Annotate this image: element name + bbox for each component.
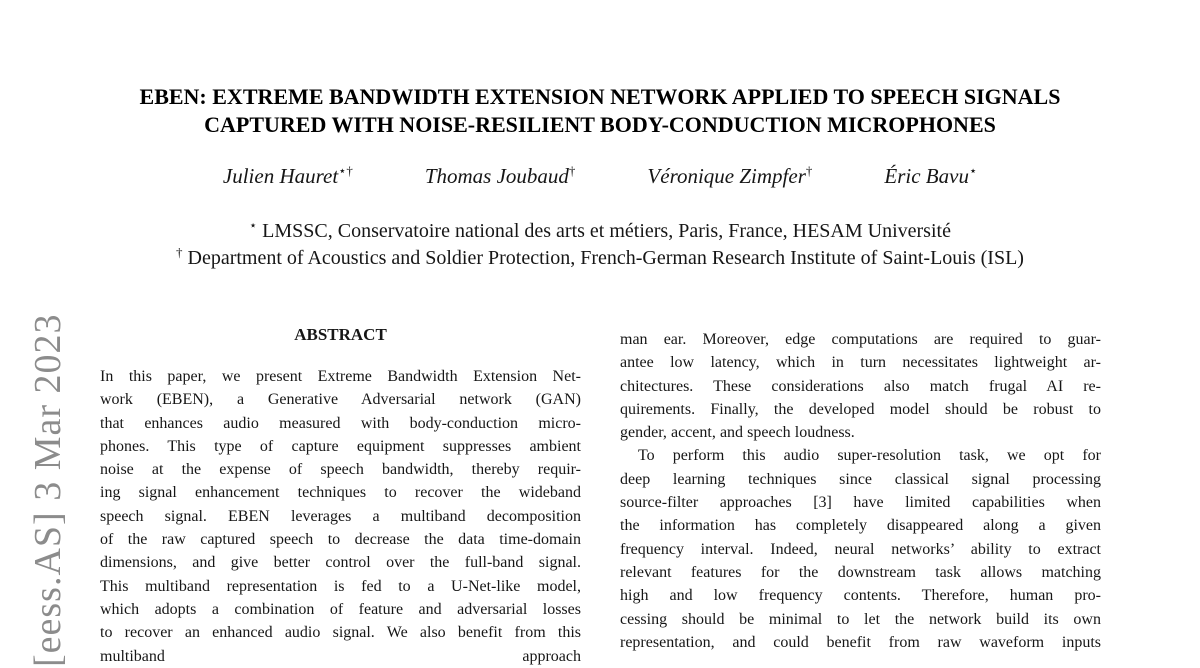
body-line: deep learning techniques since classical signal processing xyxy=(620,470,1101,488)
abstract-line: which adopts a combination of feature and adversarial losses xyxy=(100,600,581,618)
body-line: cessing should be minimal to let the network build its own xyxy=(620,610,1101,628)
body-line: high and low frequency contents. Therefore, human pro- xyxy=(620,587,1101,605)
affiliation-mark: ⋆ xyxy=(249,217,258,233)
author-marks: ⋆ xyxy=(968,163,978,178)
body-line: source-filter approaches [3] have limited capabilities when xyxy=(620,494,1101,512)
body-line: chitectures. These considerations also match frugal AI re- xyxy=(620,377,1101,395)
paper-title xyxy=(0,83,1200,138)
abstract-line: speech signal. EBEN leverages a multiband decomposition xyxy=(100,507,581,525)
author xyxy=(425,163,576,189)
body-line: antee low latency, which in turn necessitates lightweight ar- xyxy=(620,354,1101,372)
abstract-line: multiband approach xyxy=(100,647,581,665)
abstract-line: phones. This type of capture equipment suppresses ambient xyxy=(100,437,581,455)
body-line: man ear. Moreover, edge computations are required to guar- xyxy=(620,331,1101,348)
author-marks: † xyxy=(805,163,813,178)
body-line: frequency interval. Indeed, neural networks’ ability to extract xyxy=(620,540,1101,558)
abstract-line: work (EBEN), a Generative Adversarial network (GAN) xyxy=(100,391,581,409)
abstract-line: of the raw captured speech to decrease the data time-domain xyxy=(100,531,581,549)
affiliation-line: ⋆ LMSSC, Conservatoire national des arts et métiers, Paris, France, HESAM Université xyxy=(249,217,951,242)
right-column-body xyxy=(620,328,1101,654)
author xyxy=(884,163,977,189)
body-line: representation, and could benefit from raw waveform inputs xyxy=(620,633,1101,651)
abstract-line: dimensions, and give better control over the full-band signal. xyxy=(100,554,581,572)
abstract-body xyxy=(100,365,581,668)
author xyxy=(223,163,353,189)
author-name: Thomas Joubaud xyxy=(424,164,569,188)
affiliation-line: † Department of Acoustics and Soldier Protection, French-German Research Institute of Saint-Louis (ISL) xyxy=(176,243,1024,269)
body-line: To perform this audio super-resolution task, we opt for xyxy=(638,447,1101,465)
affiliation-list xyxy=(0,218,1200,271)
body-line: the information has completely disappeared along a given xyxy=(620,517,1101,535)
body-line: gender, accent, and speech loudness. xyxy=(620,424,855,442)
paper-title-line2: CAPTURED WITH NOISE-RESILIENT BODY-CONDUCTION MICROPHONES xyxy=(204,111,996,137)
abstract-line: that enhances audio measured with body-conduction micro- xyxy=(100,414,581,432)
abstract-line: In this paper, we present Extreme Bandwidth Extension Net- xyxy=(100,368,581,385)
author-name: Julien Hauret xyxy=(222,164,339,188)
abstract-line: to recover an enhanced audio signal. We also benefit from this xyxy=(100,624,581,642)
body-line: quirements. Finally, the developed model should be robust to xyxy=(620,400,1101,418)
paper-title-line1: EBEN: EXTREME BANDWIDTH EXTENSION NETWORK APPLIED TO SPEECH SIGNALS xyxy=(139,84,1061,109)
author-marks: † xyxy=(568,163,576,178)
affiliation-mark: † xyxy=(176,243,183,259)
arxiv-watermark: [eess.AS] 3 Mar 2023 xyxy=(27,313,69,667)
abstract-line: This multiband representation is fed to a U-Net-like model, xyxy=(100,577,581,595)
left-column xyxy=(100,325,581,668)
author-name: Éric Bavu xyxy=(884,164,969,188)
body-line: relevant features for the downstream task allows matching xyxy=(620,563,1101,581)
author-list xyxy=(0,163,1200,189)
abstract-line: ing signal enhancement techniques to recover the wideband xyxy=(100,484,581,502)
author-marks: ⋆† xyxy=(338,163,353,178)
author xyxy=(647,163,812,189)
author-name: Véronique Zimpfer xyxy=(647,164,806,188)
abstract-heading: ABSTRACT xyxy=(294,325,387,344)
abstract-line: noise at the expense of speech bandwidth, thereby requir- xyxy=(100,461,581,479)
